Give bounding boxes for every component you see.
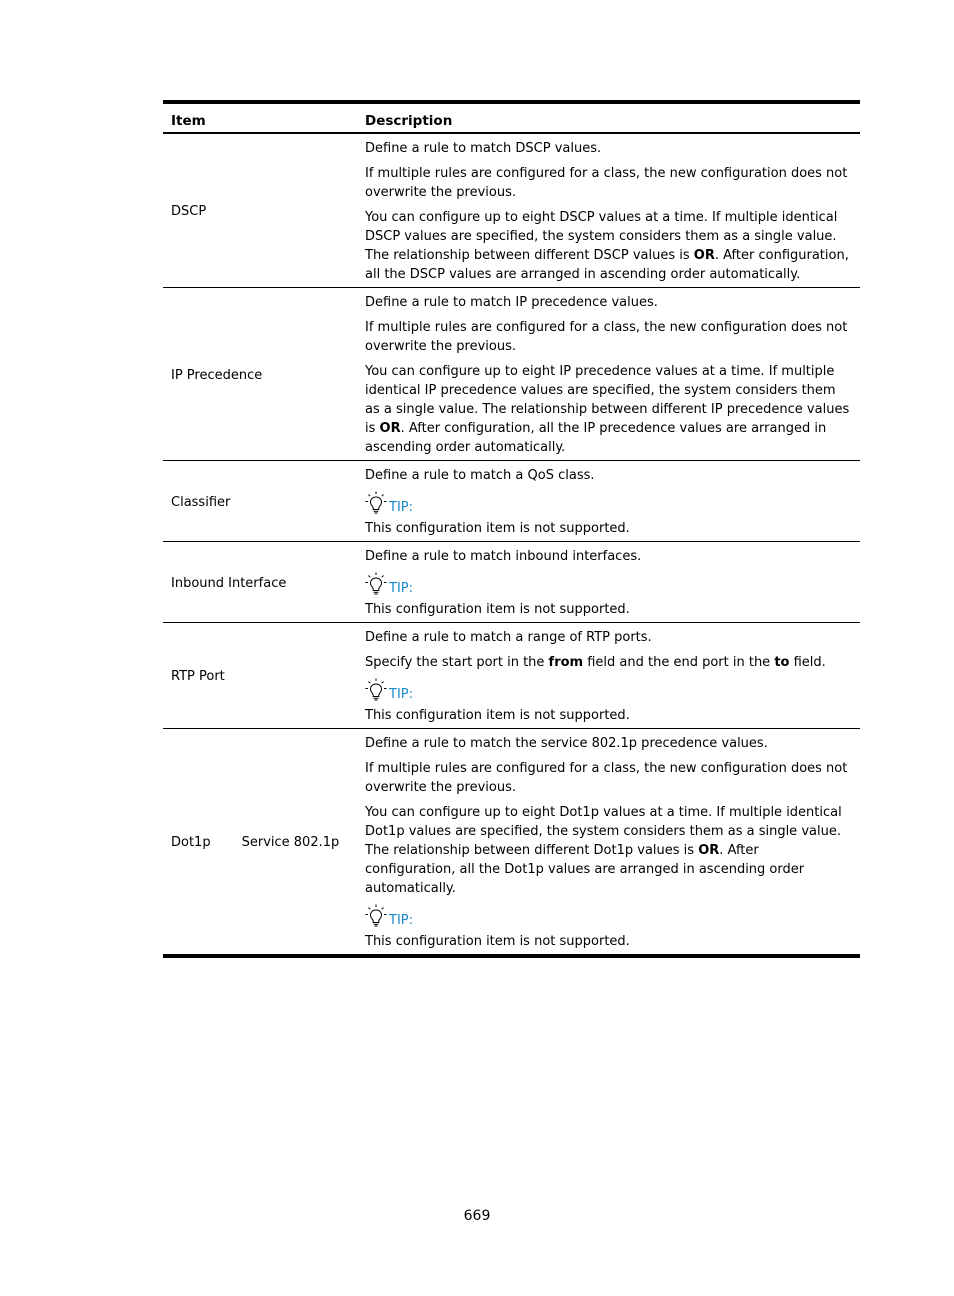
lightbulb-icon xyxy=(365,904,387,928)
description-paragraph xyxy=(365,653,852,672)
description-cell xyxy=(357,623,860,729)
description-paragraph xyxy=(365,293,852,312)
text-run: Define a rule to match inbound interfaces. xyxy=(365,549,642,564)
text-run: Define a rule to match a QoS class. xyxy=(365,468,595,483)
table-header-row xyxy=(163,102,860,133)
item-label: DSCP xyxy=(171,204,207,219)
keyword: OR xyxy=(698,843,720,858)
item-cell xyxy=(163,461,357,542)
lightbulb-icon xyxy=(365,572,387,596)
tip-note: This configuration item is not supported. xyxy=(365,934,630,949)
item-label: Inbound Interface xyxy=(171,575,287,591)
description-cell xyxy=(357,542,860,623)
description-paragraph xyxy=(365,139,852,158)
table-row xyxy=(163,461,860,542)
header-item: Item xyxy=(163,102,357,133)
text-run: If multiple rules are configured for a class, the new configuration does not overwrite the previous. xyxy=(365,166,848,200)
table-row xyxy=(163,288,860,461)
keyword: from xyxy=(548,655,584,670)
table-row xyxy=(163,623,860,729)
item-cell xyxy=(163,542,357,623)
item-cell xyxy=(163,729,357,957)
text-run: . After configuration, all the Dot1p values are arranged in ascending order automatically. xyxy=(365,843,805,896)
text-run: You can configure up to eight IP precedence values at a time. If multiple identical IP precedence values are specified, the system considers them as a single value. The relationship between different IP precedence values is xyxy=(365,364,850,436)
text-run: field and the end port in the xyxy=(583,655,775,670)
text-run: Define a rule to match the service 802.1p precedence values. xyxy=(365,736,768,751)
tip-note: This configuration item is not supported. xyxy=(365,708,630,723)
tip-callout xyxy=(365,572,852,596)
lightbulb-icon xyxy=(365,678,387,702)
description-cell xyxy=(357,133,860,288)
text-run: . After configuration, all the DSCP values are arranged in ascending order automatically. xyxy=(365,248,849,282)
description-cell xyxy=(357,288,860,461)
description-paragraph xyxy=(365,628,852,647)
table-row xyxy=(163,133,860,288)
keyword: to xyxy=(774,655,790,670)
text-run: If multiple rules are configured for a class, the new configuration does not overwrite the previous. xyxy=(365,320,848,354)
description-paragraph xyxy=(365,164,852,202)
tip-callout xyxy=(365,491,852,515)
description-paragraph xyxy=(365,734,852,753)
description-paragraph xyxy=(365,208,852,284)
item-cell xyxy=(163,133,357,288)
tip-label: TIP: xyxy=(389,500,413,515)
tip-callout xyxy=(365,904,852,928)
text-run: Specify the start port in the xyxy=(365,655,549,670)
item-cell xyxy=(163,623,357,729)
text-run: . After configuration, all the IP precedence values are arranged in ascending order automatically. xyxy=(365,421,827,455)
text-run: Define a rule to match a range of RTP ports. xyxy=(365,630,652,645)
tip-callout xyxy=(365,678,852,702)
description-paragraph xyxy=(365,803,852,898)
description-paragraph xyxy=(365,362,852,457)
description-paragraph xyxy=(365,318,852,356)
tip-label: TIP: xyxy=(389,913,413,928)
item-label: Classifier xyxy=(171,494,231,510)
description-paragraph xyxy=(365,466,852,485)
keyword: OR xyxy=(379,421,401,436)
item-label: RTP Port xyxy=(171,669,225,684)
lightbulb-icon xyxy=(365,491,387,515)
item-cell xyxy=(163,288,357,461)
text-run: Define a rule to match DSCP values. xyxy=(365,141,602,156)
text-run: You can configure up to eight Dot1p values at a time. If multiple identical Dot1p values are specified, the system considers them as a single value. The relationship between different Dot1p values is xyxy=(365,805,842,858)
page-number: 669 xyxy=(463,1208,491,1224)
tip-label: TIP: xyxy=(389,581,413,596)
description-cell xyxy=(357,729,860,957)
tip-note: This configuration item is not supported. xyxy=(365,521,630,536)
tip-label: TIP: xyxy=(389,687,413,702)
description-paragraph xyxy=(365,759,852,797)
item-label: IP Precedence xyxy=(171,367,263,383)
description-paragraph xyxy=(365,547,852,566)
keyword: OR xyxy=(693,248,715,263)
text-run: You can configure up to eight DSCP values at a time. If multiple identical DSCP values are specified, the system considers them as a single value. The relationship between different DSCP values is xyxy=(365,210,838,263)
description-table xyxy=(163,100,860,958)
table-row xyxy=(163,729,860,957)
description-cell xyxy=(357,461,860,542)
item-sub-label: Service 802.1p xyxy=(241,835,340,850)
header-description: Description xyxy=(357,102,860,133)
text-run: Define a rule to match IP precedence values. xyxy=(365,295,658,310)
text-run: If multiple rules are configured for a class, the new configuration does not overwrite the previous. xyxy=(365,761,848,795)
text-run: field. xyxy=(789,655,826,670)
table-row xyxy=(163,542,860,623)
item-label: Dot1p xyxy=(171,835,211,850)
tip-note: This configuration item is not supported. xyxy=(365,602,630,617)
